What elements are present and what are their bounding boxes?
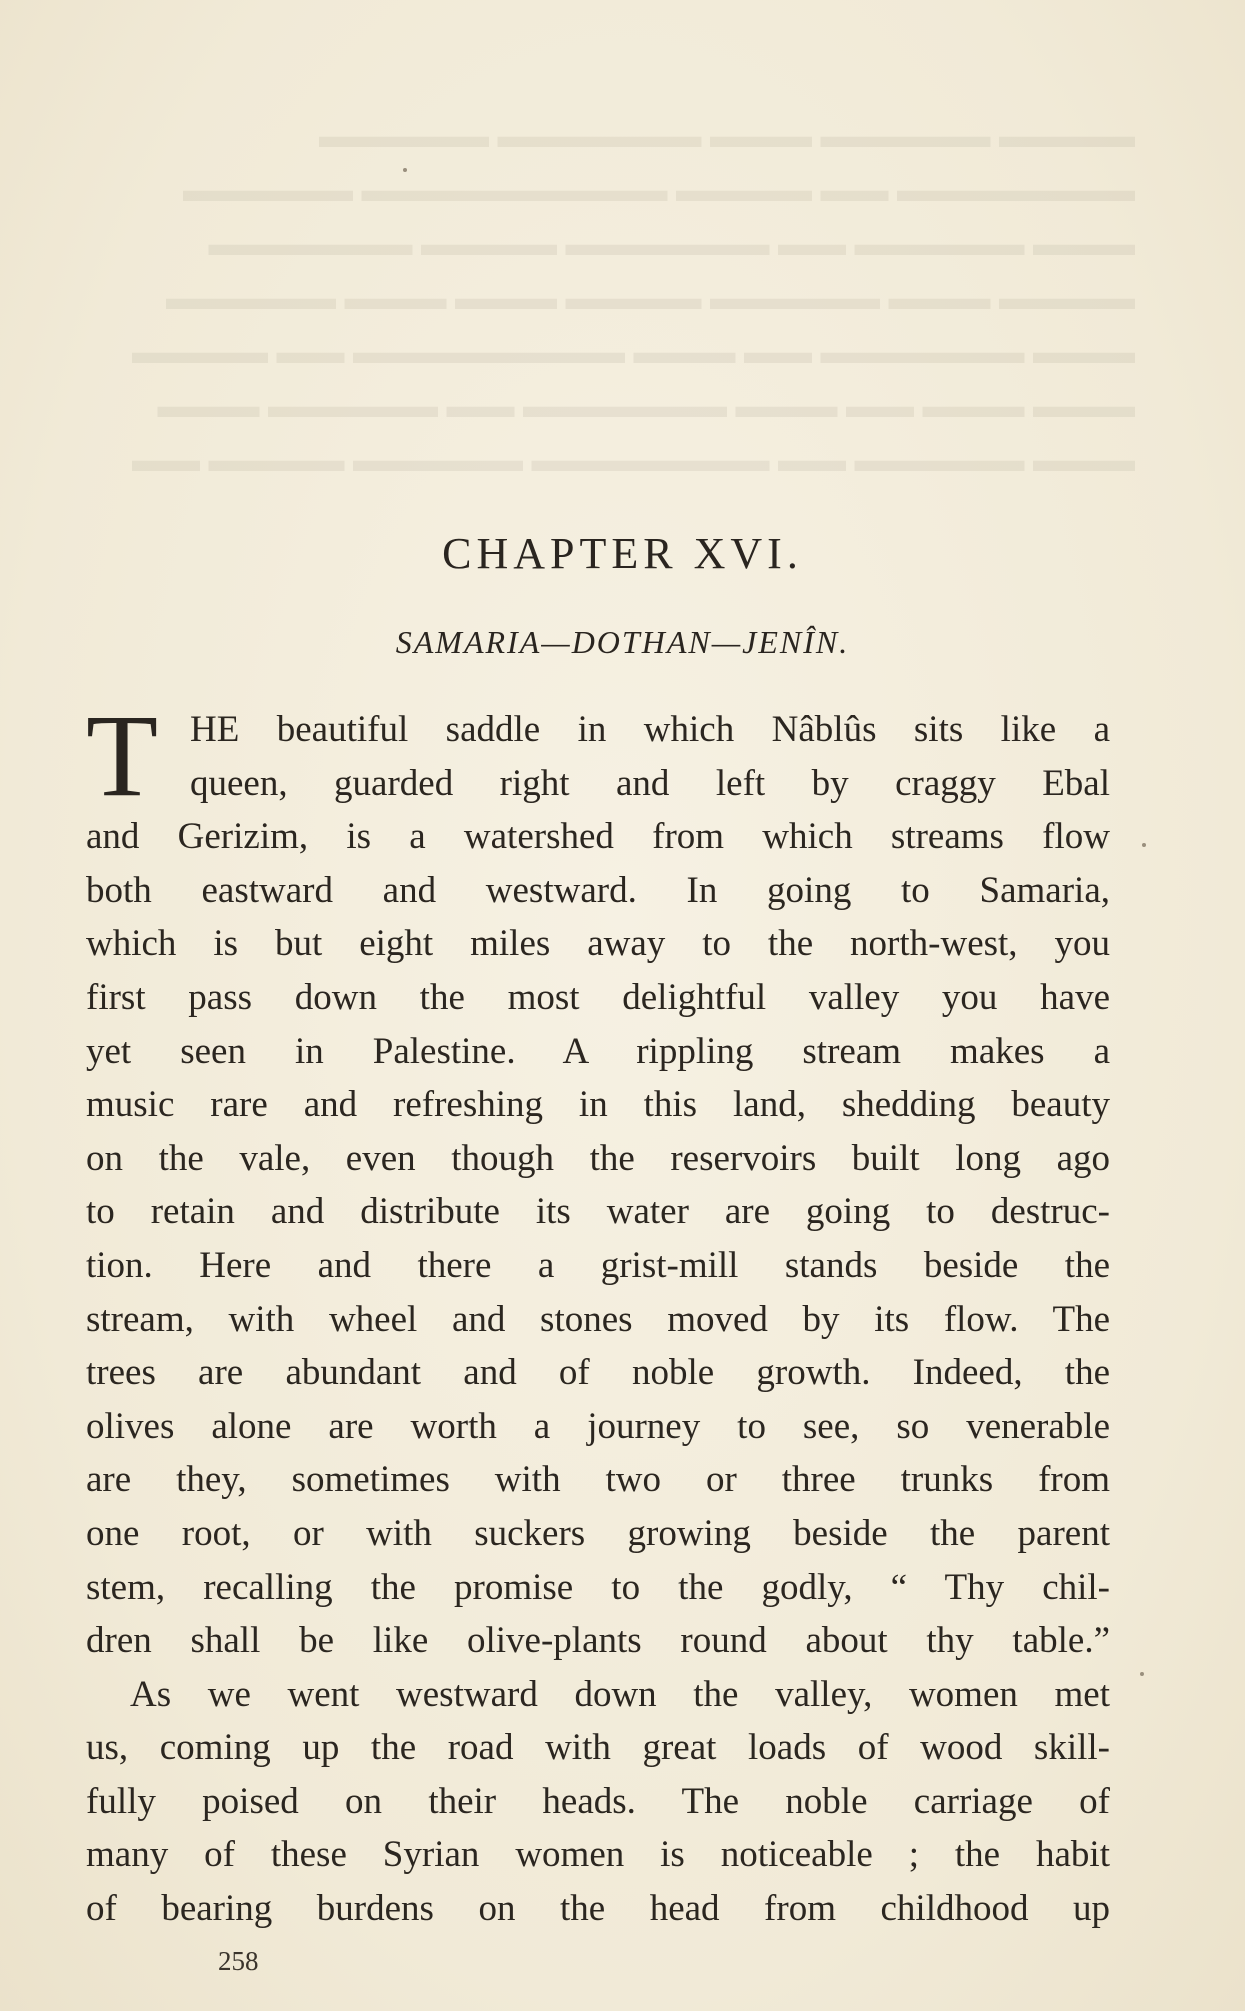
text-line: first pass down the most delightful valley you have xyxy=(86,976,1110,1018)
text-line: yet seen in Palestine. A rippling stream makes a xyxy=(86,1030,1110,1072)
text-line: olives alone are worth a journey to see, so venerable xyxy=(86,1405,1110,1447)
text-line: which is but eight miles away to the north-west, you xyxy=(86,923,1110,965)
text-line: tion. Here and there a grist-mill stands beside the xyxy=(86,1244,1110,1286)
chapter-title: CHAPTER XVI. xyxy=(442,529,803,578)
text-line: dren shall be like olive-plants round about thy table.” xyxy=(86,1620,1110,1662)
paper-speck xyxy=(403,168,407,172)
text-line: on the vale, even though the reservoirs built long ago xyxy=(86,1137,1110,1179)
text-line: are they, sometimes with two or three trunks from xyxy=(86,1459,1110,1501)
bleed-through-texture: ▬▬▬▬ ▬▬▬▬▬ ▬▬▬ ▬▬▬▬▬▬ ▬▬▬▬▬ ▬▬▬▬▬▬▬ ▬▬ ▬▬▬▬ ▬▬▬▬▬▬▬▬▬ ▬▬▬▬▬ ▬▬▬ ▬▬▬▬▬ ▬▬ ▬▬▬▬▬▬ ▬▬▬▬ ▬▬▬▬▬▬ ▬▬▬▬ ▬▬▬ ▬▬▬▬▬ ▬▬▬▬ ▬▬▬ ▬▬▬ ▬▬▬▬▬ ▬▬▬ ▬▬▬▬▬▬ ▬▬ ▬▬▬ ▬▬▬▬▬▬▬▬ ▬▬ ▬▬▬▬ ▬▬▬ ▬▬▬ ▬▬ ▬▬▬ ▬▬▬▬▬▬ ▬▬ ▬▬▬▬▬ ▬▬▬ ▬▬▬ ▬▬▬▬▬ ▬▬ ▬▬▬▬▬▬▬ ▬▬▬▬▬ ▬▬▬▬ ▬▬ xyxy=(132,118,1135,479)
text-line: queen, guarded right and left by craggy Ebal xyxy=(190,762,1110,804)
text-line: one root, or with suckers growing beside the parent xyxy=(86,1512,1110,1554)
text-line: trees are abundant and of noble growth. Indeed, the xyxy=(86,1352,1110,1394)
chapter-subtitle: SAMARIA—DOTHAN—JENÎN. xyxy=(395,624,850,660)
drop-cap: T xyxy=(86,690,159,821)
text-line: to retain and distribute its water are going to destruc- xyxy=(86,1191,1110,1233)
text-line: music rare and refreshing in this land, shedding beauty xyxy=(86,1084,1110,1126)
text-line: stream, with wheel and stones moved by its flow. The xyxy=(86,1298,1110,1340)
text-line: fully poised on their heads. The noble carriage of xyxy=(86,1780,1110,1822)
paper-speck xyxy=(1142,843,1146,847)
text-line: stem, recalling the promise to the godly, “ Thy chil- xyxy=(86,1566,1110,1608)
page-number: 258 xyxy=(218,1946,259,1976)
body-text xyxy=(86,703,1110,1936)
text-line: of bearing burdens on the head from childhood up xyxy=(86,1888,1110,1930)
text-line: HE beautiful saddle in which Nâblûs sits like a xyxy=(190,709,1110,750)
text-line: and Gerizim, is a watershed from which streams flow xyxy=(86,816,1110,858)
text-line: us, coming up the road with great loads of wood skill- xyxy=(86,1727,1110,1769)
text-line: many of these Syrian women is noticeable ; the habit xyxy=(86,1834,1110,1876)
paper-speck xyxy=(1140,1672,1144,1676)
text-line: both eastward and westward. In going to Samaria, xyxy=(86,869,1110,911)
text-line: As we went westward down the valley, women met xyxy=(130,1673,1110,1715)
